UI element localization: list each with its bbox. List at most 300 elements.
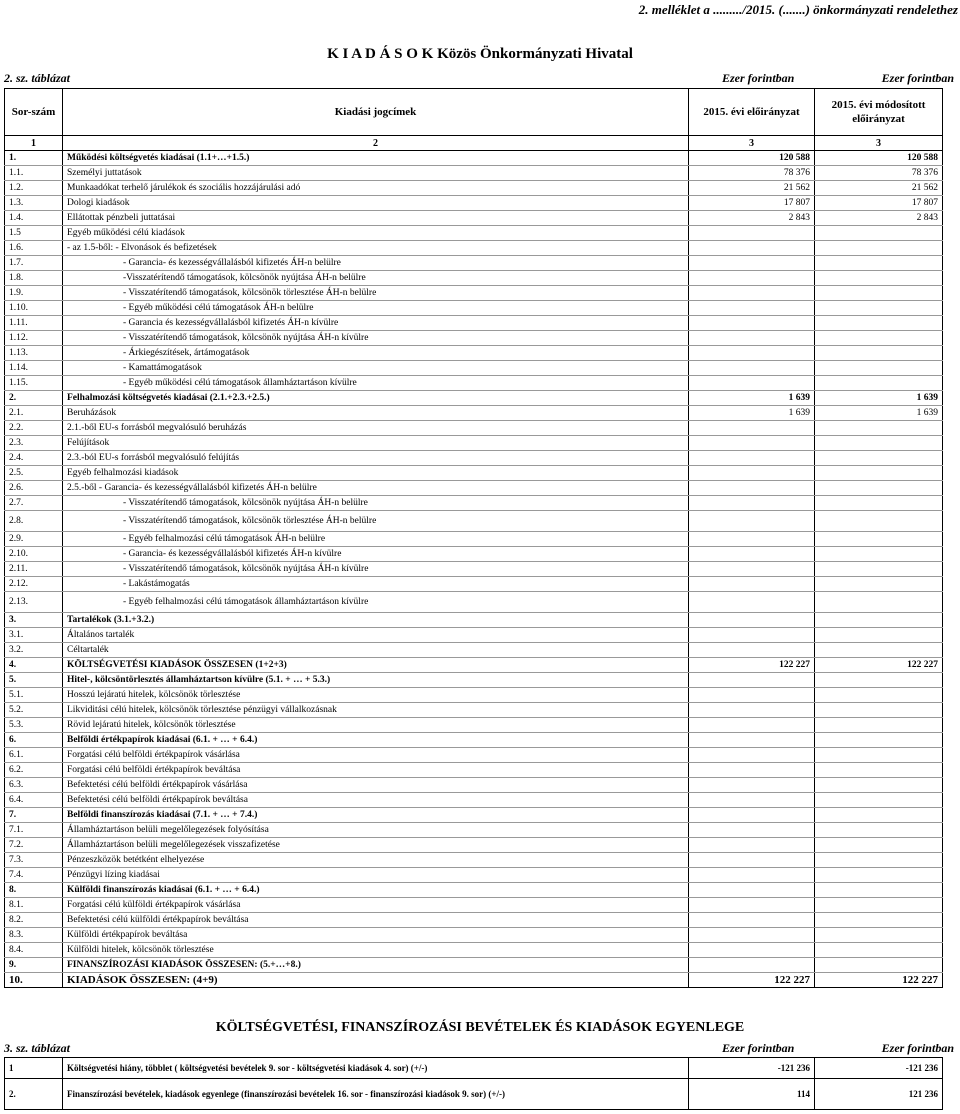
row-label: Személyi juttatások <box>63 166 689 181</box>
row-value-modositott <box>815 613 943 628</box>
row-value-eredeti <box>689 733 815 748</box>
row-value-modositott <box>815 793 943 808</box>
row-label: Hosszú lejáratú hitelek, kölcsönök törlesztése <box>63 688 689 703</box>
row-value-eredeti <box>689 703 815 718</box>
row-value-eredeti <box>689 547 815 562</box>
row-value-modositott: 1 639 <box>815 406 943 421</box>
row-value-eredeti <box>689 913 815 928</box>
row-number: 1.10. <box>5 301 63 316</box>
table-row <box>5 748 943 763</box>
table-row <box>5 613 943 628</box>
row-value-modositott <box>815 256 943 271</box>
row-label: Likviditási célú hitelek, kölcsönök törlesztése pénzügyi vállalkozásnak <box>63 703 689 718</box>
row-value-eredeti <box>689 748 815 763</box>
row-number: 6.3. <box>5 778 63 793</box>
row-value-eredeti: 120 588 <box>689 151 815 166</box>
row-value-eredeti <box>689 628 815 643</box>
row-value-eredeti <box>689 898 815 913</box>
row-value-eredeti: 2 843 <box>689 211 815 226</box>
row-label: Befektetési célú külföldi értékpapírok beváltása <box>63 913 689 928</box>
row-label: Belföldi finanszírozás kiadásai (7.1. + … + 7.4.) <box>63 808 689 823</box>
row-number: 7.3. <box>5 853 63 868</box>
row-value-modositott <box>815 361 943 376</box>
row-value-eredeti: 21 562 <box>689 181 815 196</box>
table-row <box>5 421 943 436</box>
table-row <box>5 436 943 451</box>
row-label: Ellátottak pénzbeli juttatásai <box>63 211 689 226</box>
row-value-eredeti: 17 807 <box>689 196 815 211</box>
row-number: 7.4. <box>5 868 63 883</box>
row-label: Általános tartalék <box>63 628 689 643</box>
row-label: Beruházások <box>63 406 689 421</box>
table-row <box>5 346 943 361</box>
row-value-modositott <box>815 898 943 913</box>
colnum-1: 1 <box>5 136 63 151</box>
row-value-modositott <box>815 703 943 718</box>
row-label: FINANSZÍROZÁSI KIADÁSOK ÖSSZESEN: (5.+…+8.) <box>63 958 689 973</box>
row-value-eredeti: 1 639 <box>689 406 815 421</box>
row-number: 3.1. <box>5 628 63 643</box>
row-value-eredeti <box>689 763 815 778</box>
row-label: - Egyéb felhalmozási célú támogatások ÁH-n belülre <box>63 532 689 547</box>
table-row <box>5 466 943 481</box>
row-value-eredeti <box>689 331 815 346</box>
balance-row <box>5 1079 943 1110</box>
row-number: 5. <box>5 673 63 688</box>
row-number: 8.3. <box>5 928 63 943</box>
balance-value-modositott: 121 236 <box>815 1079 943 1110</box>
row-value-modositott <box>815 286 943 301</box>
row-number: 1.2. <box>5 181 63 196</box>
row-value-eredeti <box>689 286 815 301</box>
header-row <box>5 89 943 136</box>
table-row <box>5 853 943 868</box>
balance-label-row <box>4 1041 954 1055</box>
table-number-label: 2. sz. táblázat <box>4 71 71 85</box>
row-value-modositott <box>815 226 943 241</box>
row-label: Felhalmozási költségvetés kiadásai (2.1.+2.3.+2.5.) <box>63 391 689 406</box>
row-value-eredeti <box>689 823 815 838</box>
row-number: 6.2. <box>5 763 63 778</box>
row-value-eredeti <box>689 688 815 703</box>
row-number: 2.12. <box>5 577 63 592</box>
table-row <box>5 196 943 211</box>
balance-row-label: Finanszírozási bevételek, kiadások egyenlege (finanszírozási bevételek 16. sor - finanszírozási kiadások 9. sor) (+/-) <box>63 1079 689 1110</box>
table-row <box>5 823 943 838</box>
row-label: Forgatási célú belföldi értékpapírok beváltása <box>63 763 689 778</box>
row-number: 5.3. <box>5 718 63 733</box>
row-number: 2.9. <box>5 532 63 547</box>
row-value-eredeti <box>689 838 815 853</box>
row-value-modositott <box>815 316 943 331</box>
row-label: Külföldi értékpapírok beváltása <box>63 928 689 943</box>
row-number: 1. <box>5 151 63 166</box>
table-row <box>5 793 943 808</box>
row-value-modositott: 120 588 <box>815 151 943 166</box>
row-number: 3. <box>5 613 63 628</box>
row-label: - Egyéb működési célú támogatások ÁH-n belülre <box>63 301 689 316</box>
row-label: - Egyéb működési célú támogatások államháztartáson kívülre <box>63 376 689 391</box>
table-row <box>5 577 943 592</box>
row-value-modositott <box>815 271 943 286</box>
row-value-eredeti <box>689 778 815 793</box>
row-value-modositott <box>815 496 943 511</box>
row-number: 2.11. <box>5 562 63 577</box>
row-value-eredeti <box>689 436 815 451</box>
row-number: 1.1. <box>5 166 63 181</box>
row-label: 2.5.-ből - Garancia- és kezességvállalásból kifizetés ÁH-n belülre <box>63 481 689 496</box>
row-label: Céltartalék <box>63 643 689 658</box>
balance-unit-label-2: Ezer forintban <box>881 1041 954 1055</box>
row-label: 2.3.-ból EU-s forrásból megvalósuló felújítás <box>63 451 689 466</box>
row-number: 1.4. <box>5 211 63 226</box>
table-row <box>5 958 943 973</box>
table-row <box>5 928 943 943</box>
colnum-2: 2 <box>63 136 689 151</box>
row-label: - Garancia- és kezességvállalásból kifizetés ÁH-n belülre <box>63 256 689 271</box>
row-value-modositott <box>815 733 943 748</box>
table-row <box>5 718 943 733</box>
row-value-modositott <box>815 436 943 451</box>
row-value-eredeti <box>689 481 815 496</box>
balance-title: KÖLTSÉGVETÉSI, FINANSZÍROZÁSI BEVÉTELEK ÉS KIADÁSOK EGYENLEGE <box>215 1020 745 1035</box>
row-value-modositott <box>815 643 943 658</box>
table-row <box>5 883 943 898</box>
row-number: 6. <box>5 733 63 748</box>
row-value-eredeti <box>689 793 815 808</box>
table-row <box>5 511 943 532</box>
table-row <box>5 628 943 643</box>
table-row <box>5 838 943 853</box>
table-row <box>5 673 943 688</box>
table-row <box>5 808 943 823</box>
row-label: - Visszatérítendő támogatások, kölcsönök nyújtása ÁH-n belülre <box>63 496 689 511</box>
row-value-modositott <box>815 628 943 643</box>
table-row <box>5 316 943 331</box>
table-row <box>5 898 943 913</box>
row-label: - Lakástámogatás <box>63 577 689 592</box>
row-value-eredeti <box>689 868 815 883</box>
balance-value-eredeti: 114 <box>689 1079 815 1110</box>
table-row <box>5 376 943 391</box>
document-reference: 2. melléklet a ........./2015. (.......) önkormányzati rendelethez <box>638 2 958 17</box>
row-label: Egyéb felhalmozási kiadások <box>63 466 689 481</box>
row-label: Államháztartáson belüli megelőlegezések visszafizetése <box>63 838 689 853</box>
row-value-eredeti <box>689 592 815 613</box>
row-number: 2.10. <box>5 547 63 562</box>
row-value-modositott <box>815 577 943 592</box>
row-value-modositott <box>815 808 943 823</box>
table-row <box>5 688 943 703</box>
row-label: Pénzügyi lízing kiadásai <box>63 868 689 883</box>
table-row <box>5 271 943 286</box>
colnum-4: 3 <box>815 136 943 151</box>
row-label: - Garancia- és kezességvállalásból kifizetés ÁH-n kívülre <box>63 547 689 562</box>
row-number: 2.4. <box>5 451 63 466</box>
row-label: - Visszatérítendő támogatások, kölcsönök nyújtása ÁH-n kívülre <box>63 562 689 577</box>
row-label: Pénzeszközök betétként elhelyezése <box>63 853 689 868</box>
row-value-modositott <box>815 331 943 346</box>
balance-row <box>5 1058 943 1079</box>
row-number: 2.13. <box>5 592 63 613</box>
row-value-modositott <box>815 958 943 973</box>
colnum-3: 3 <box>689 136 815 151</box>
table-row <box>5 481 943 496</box>
balance-unit-label-1: Ezer forintban <box>722 1041 795 1055</box>
row-label: -Visszatérítendő támogatások, kölcsönök nyújtása ÁH-n belülre <box>63 271 689 286</box>
row-value-modositott <box>815 853 943 868</box>
row-value-modositott: 122 227 <box>815 658 943 673</box>
table-row <box>5 241 943 256</box>
row-value-modositott: 1 639 <box>815 391 943 406</box>
row-value-modositott <box>815 376 943 391</box>
row-value-eredeti <box>689 256 815 271</box>
balance-row-number: 2. <box>5 1079 63 1110</box>
row-label: - az 1.5-ből: - Elvonások és befizetések <box>63 241 689 256</box>
row-label: - Visszatérítendő támogatások, kölcsönök törlesztése ÁH-n belülre <box>63 511 689 532</box>
row-number: 2.8. <box>5 511 63 532</box>
row-value-eredeti <box>689 532 815 547</box>
row-number: 1.15. <box>5 376 63 391</box>
table-row <box>5 778 943 793</box>
row-number: 7.1. <box>5 823 63 838</box>
table-row <box>5 592 943 613</box>
row-number: 2.3. <box>5 436 63 451</box>
row-number: 1.9. <box>5 286 63 301</box>
table-row <box>5 562 943 577</box>
row-label: Felújítások <box>63 436 689 451</box>
row-number: 2.5. <box>5 466 63 481</box>
row-value-eredeti <box>689 301 815 316</box>
row-label: Dologi kiadások <box>63 196 689 211</box>
table-row <box>5 733 943 748</box>
row-value-eredeti <box>689 421 815 436</box>
row-number: 2.1. <box>5 406 63 421</box>
row-value-eredeti <box>689 718 815 733</box>
row-value-modositott <box>815 673 943 688</box>
row-value-eredeti <box>689 613 815 628</box>
row-value-modositott <box>815 823 943 838</box>
row-number: 2.7. <box>5 496 63 511</box>
row-number: 6.1. <box>5 748 63 763</box>
table-row <box>5 868 943 883</box>
row-label: Egyéb működési célú kiadások <box>63 226 689 241</box>
row-value-eredeti <box>689 346 815 361</box>
row-value-eredeti <box>689 316 815 331</box>
row-value-modositott <box>815 241 943 256</box>
row-number: 1.14. <box>5 361 63 376</box>
row-value-eredeti <box>689 883 815 898</box>
row-value-modositott <box>815 688 943 703</box>
row-number: 3.2. <box>5 643 63 658</box>
row-number: 2. <box>5 391 63 406</box>
table-row <box>5 331 943 346</box>
row-number: 1.12. <box>5 331 63 346</box>
row-number: 1.5 <box>5 226 63 241</box>
row-label: Belföldi értékpapírok kiadásai (6.1. + … + 6.4.) <box>63 733 689 748</box>
header-jogcim: Kiadási jogcímek <box>63 89 689 136</box>
table-row <box>5 763 943 778</box>
row-value-modositott <box>815 301 943 316</box>
table-row <box>5 913 943 928</box>
row-value-eredeti <box>689 271 815 286</box>
expenditure-table <box>4 88 943 988</box>
row-label: 2.1.-ből EU-s forrásból megvalósuló beruházás <box>63 421 689 436</box>
row-value-modositott <box>815 778 943 793</box>
row-value-eredeti: 78 376 <box>689 166 815 181</box>
row-value-modositott: 122 227 <box>815 973 943 988</box>
row-value-eredeti <box>689 928 815 943</box>
header-eredeti: 2015. évi előirányzat <box>689 89 815 136</box>
table-row <box>5 658 943 673</box>
balance-value-modositott: -121 236 <box>815 1058 943 1079</box>
row-value-modositott <box>815 928 943 943</box>
table-row <box>5 226 943 241</box>
row-value-modositott <box>815 451 943 466</box>
balance-value-eredeti: -121 236 <box>689 1058 815 1079</box>
row-number: 8.2. <box>5 913 63 928</box>
row-number: 8.4. <box>5 943 63 958</box>
row-value-modositott <box>815 748 943 763</box>
row-label: Rövid lejáratú hitelek, kölcsönök törlesztése <box>63 718 689 733</box>
row-value-modositott <box>815 481 943 496</box>
row-value-eredeti <box>689 577 815 592</box>
row-label: Forgatási célú külföldi értékpapírok vásárlása <box>63 898 689 913</box>
row-value-modositott <box>815 562 943 577</box>
row-number: 1.3. <box>5 196 63 211</box>
row-value-modositott: 78 376 <box>815 166 943 181</box>
table-row <box>5 361 943 376</box>
row-number: 2.6. <box>5 481 63 496</box>
row-label: Külföldi hitelek, kölcsönök törlesztése <box>63 943 689 958</box>
row-value-modositott <box>815 943 943 958</box>
row-value-modositott <box>815 913 943 928</box>
row-number: 2.2. <box>5 421 63 436</box>
table-row <box>5 943 943 958</box>
row-value-eredeti <box>689 643 815 658</box>
row-label: Hitel-, kölcsöntörlesztés államháztartson kívülre (5.1. + … + 5.3.) <box>63 673 689 688</box>
row-value-eredeti: 1 639 <box>689 391 815 406</box>
table-row <box>5 166 943 181</box>
row-number: 1.6. <box>5 241 63 256</box>
row-number: 9. <box>5 958 63 973</box>
row-value-eredeti <box>689 808 815 823</box>
row-value-modositott <box>815 532 943 547</box>
table-row <box>5 547 943 562</box>
row-number: 8. <box>5 883 63 898</box>
row-label: Befektetési célú belföldi értékpapírok beváltása <box>63 793 689 808</box>
row-value-modositott <box>815 421 943 436</box>
row-value-eredeti: 122 227 <box>689 973 815 988</box>
row-value-eredeti <box>689 958 815 973</box>
table-row <box>5 496 943 511</box>
table-row <box>5 703 943 718</box>
row-label: - Visszatérítendő támogatások, kölcsönök törlesztése ÁH-n belülre <box>63 286 689 301</box>
row-label: - Árkiegészítések, ártámogatások <box>63 346 689 361</box>
table-row <box>5 181 943 196</box>
header-sorszam: Sor-szám <box>5 89 63 136</box>
row-value-eredeti <box>689 226 815 241</box>
row-value-modositott <box>815 346 943 361</box>
table-row <box>5 973 943 988</box>
row-value-eredeti <box>689 466 815 481</box>
row-number: 7.2. <box>5 838 63 853</box>
table-row <box>5 151 943 166</box>
page-title: K I A D Á S O K Közös Önkormányzati Hivatal <box>327 46 633 62</box>
row-number: 4. <box>5 658 63 673</box>
table-row <box>5 211 943 226</box>
row-value-modositott <box>815 883 943 898</box>
row-number: 10. <box>5 973 63 988</box>
balance-row-number: 1 <box>5 1058 63 1079</box>
balance-row-label: Költségvetési hiány, többlet ( költségvetési bevételek 9. sor - költségvetési kiadások 4. sor) (+/-) <box>63 1058 689 1079</box>
row-value-eredeti <box>689 376 815 391</box>
row-number: 1.13. <box>5 346 63 361</box>
row-value-eredeti <box>689 241 815 256</box>
balance-table-number-label: 3. sz. táblázat <box>4 1041 71 1055</box>
table-row <box>5 256 943 271</box>
row-label: - Visszatérítendő támogatások, kölcsönök nyújtása ÁH-n kívülre <box>63 331 689 346</box>
row-label: Államháztartáson belüli megelőlegezések folyósítása <box>63 823 689 838</box>
column-number-row <box>5 136 943 151</box>
table-row <box>5 286 943 301</box>
row-number: 8.1. <box>5 898 63 913</box>
table-row <box>5 643 943 658</box>
row-number: 1.11. <box>5 316 63 331</box>
row-value-eredeti <box>689 562 815 577</box>
balance-table <box>4 1057 943 1110</box>
row-number: 5.1. <box>5 688 63 703</box>
row-value-eredeti <box>689 361 815 376</box>
row-number: 7. <box>5 808 63 823</box>
table-row <box>5 391 943 406</box>
row-value-eredeti <box>689 496 815 511</box>
row-number: 6.4. <box>5 793 63 808</box>
row-value-modositott <box>815 763 943 778</box>
row-number: 5.2. <box>5 703 63 718</box>
header-modositott: 2015. évi módosított előirányzat <box>815 89 943 136</box>
row-label: Tartalékok (3.1.+3.2.) <box>63 613 689 628</box>
row-value-eredeti <box>689 853 815 868</box>
row-number: 1.8. <box>5 271 63 286</box>
unit-label-1: Ezer forintban <box>722 71 795 85</box>
row-value-modositott <box>815 718 943 733</box>
row-value-modositott <box>815 838 943 853</box>
row-label: Külföldi finanszírozás kiadásai (6.1. + … + 6.4.) <box>63 883 689 898</box>
row-label: - Kamattámogatások <box>63 361 689 376</box>
row-value-modositott <box>815 511 943 532</box>
row-label: KIADÁSOK ÖSSZESEN: (4+9) <box>63 973 689 988</box>
row-value-modositott <box>815 466 943 481</box>
table-row <box>5 406 943 421</box>
row-value-eredeti: 122 227 <box>689 658 815 673</box>
row-value-eredeti <box>689 451 815 466</box>
row-label: Munkaadókat terhelő járulékok és szociális hozzájárulási adó <box>63 181 689 196</box>
table-row <box>5 451 943 466</box>
table-label-row <box>4 71 954 85</box>
table-row <box>5 301 943 316</box>
row-value-modositott <box>815 868 943 883</box>
row-label: - Garancia és kezességvállalásból kifizetés ÁH-n kívülre <box>63 316 689 331</box>
row-label: Forgatási célú belföldi értékpapírok vásárlása <box>63 748 689 763</box>
row-label: - Egyéb felhalmozási célú támogatások államháztartáson kívülre <box>63 592 689 613</box>
row-value-eredeti <box>689 943 815 958</box>
row-label: Befektetési célú belföldi értékpapírok vásárlása <box>63 778 689 793</box>
row-value-modositott <box>815 592 943 613</box>
row-value-eredeti <box>689 511 815 532</box>
row-value-modositott <box>815 547 943 562</box>
row-number: 1.7. <box>5 256 63 271</box>
